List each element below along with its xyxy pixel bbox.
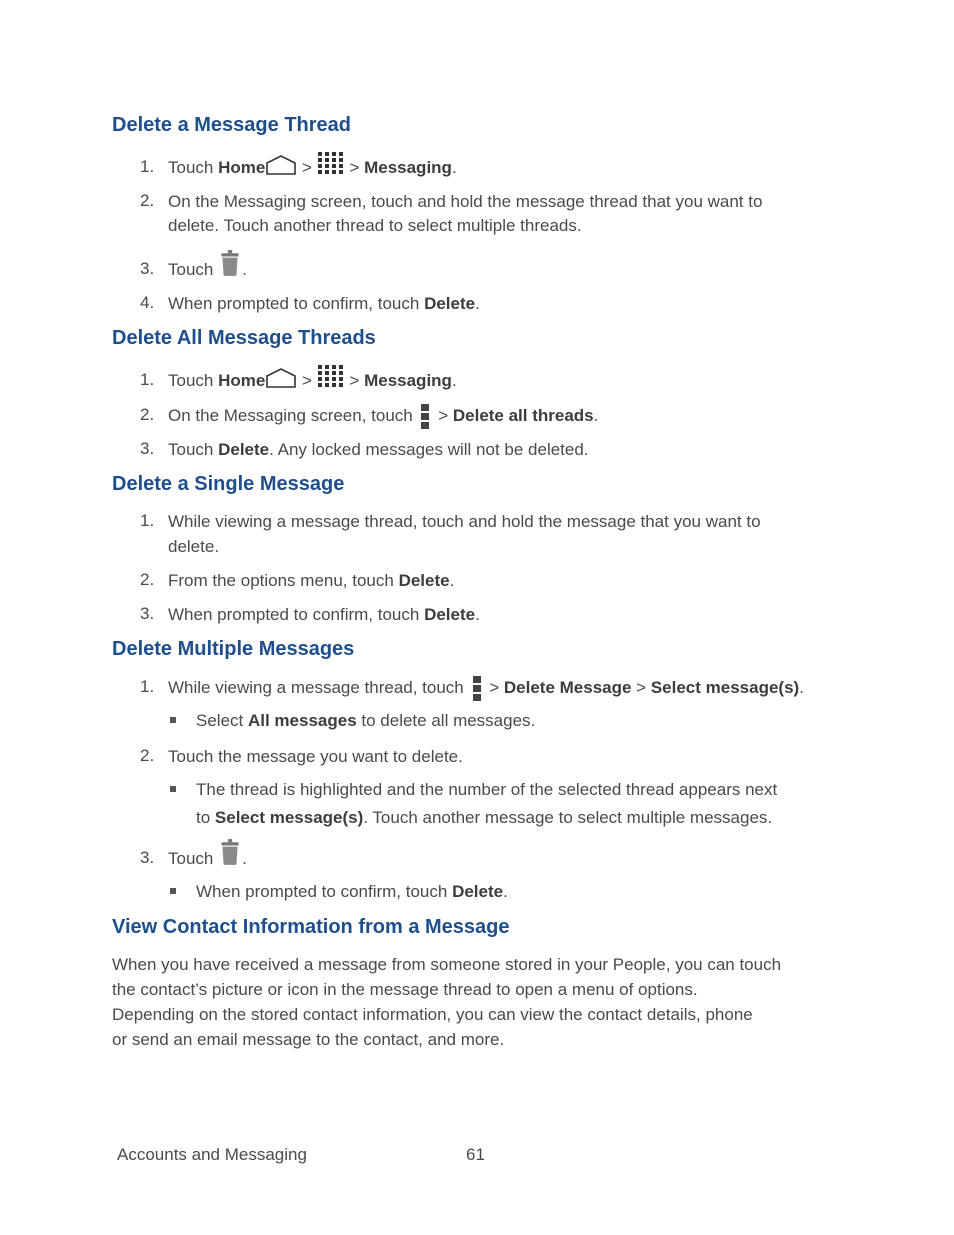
step-number: 3. (140, 848, 155, 867)
step-text: On the Messaging screen, touch and hold the message thread that you want to (168, 192, 763, 211)
section-heading-delete-thread: Delete a Message Thread (112, 114, 351, 136)
menu-dots-icon (473, 676, 481, 702)
step-text: Touch Home > > Messaging. (168, 155, 457, 180)
step-text: Touch Delete. Any locked messages will not be deleted. (168, 440, 589, 459)
step-text: While viewing a message thread, touch > Delete Message > Select message(s). (168, 675, 804, 702)
step-number: 3. (140, 604, 155, 623)
apps-grid-icon (317, 151, 345, 177)
step-text: Touch . (168, 846, 247, 871)
step-text: Touch Home > > Messaging. (168, 368, 457, 393)
home-icon (265, 154, 297, 176)
footer-page-number: 61 (466, 1145, 485, 1164)
paragraph-line: Depending on the stored contact information, you can view the contact details, phone (112, 1005, 753, 1024)
step-number: 1. (140, 677, 155, 696)
step-number: 3. (140, 259, 155, 278)
step-text: delete. Touch another thread to select multiple threads. (168, 216, 582, 235)
home-icon (265, 367, 297, 389)
step-number: 1. (140, 157, 155, 176)
step-text: On the Messaging screen, touch > Delete all threads. (168, 403, 598, 430)
section-heading-view-contact: View Contact Information from a Message (112, 916, 510, 938)
step-text: delete. (168, 537, 220, 556)
trash-icon (218, 838, 242, 866)
bullet-marker (170, 888, 176, 894)
step-number: 3. (140, 439, 155, 458)
section-heading-delete-all-threads: Delete All Message Threads (112, 327, 376, 349)
apps-grid-icon (317, 364, 345, 390)
bullet-text: Select All messages to delete all messages. (196, 711, 536, 730)
menu-dots-icon (421, 404, 429, 430)
step-number: 1. (140, 370, 155, 389)
step-text: Touch . (168, 257, 247, 282)
bullet-text: When prompted to confirm, touch Delete. (196, 882, 508, 901)
step-text: When prompted to confirm, touch Delete. (168, 294, 480, 313)
section-heading-delete-multiple: Delete Multiple Messages (112, 638, 355, 660)
bullet-text: to Select message(s). Touch another message to select multiple messages. (196, 808, 773, 827)
bullet-marker (170, 786, 176, 792)
paragraph-line: When you have received a message from someone stored in your People, you can touch (112, 955, 782, 974)
footer-section-name: Accounts and Messaging (117, 1145, 307, 1164)
step-number: 2. (140, 746, 155, 765)
step-text: From the options menu, touch Delete. (168, 571, 455, 590)
step-text: Touch the message you want to delete. (168, 747, 463, 766)
trash-icon (218, 249, 242, 277)
bullet-marker (170, 717, 176, 723)
step-number: 2. (140, 191, 155, 210)
step-number: 2. (140, 405, 155, 424)
step-number: 2. (140, 570, 155, 589)
step-text: While viewing a message thread, touch and hold the message that you want to (168, 512, 761, 531)
paragraph-line: the contact’s picture or icon in the message thread to open a menu of options. (112, 980, 698, 999)
bullet-text: The thread is highlighted and the number of the selected thread appears next (196, 780, 778, 799)
step-number: 1. (140, 511, 155, 530)
paragraph-line: or send an email message to the contact, and more. (112, 1030, 505, 1049)
step-number: 4. (140, 293, 155, 312)
section-heading-delete-single: Delete a Single Message (112, 473, 345, 495)
step-text: When prompted to confirm, touch Delete. (168, 605, 480, 624)
